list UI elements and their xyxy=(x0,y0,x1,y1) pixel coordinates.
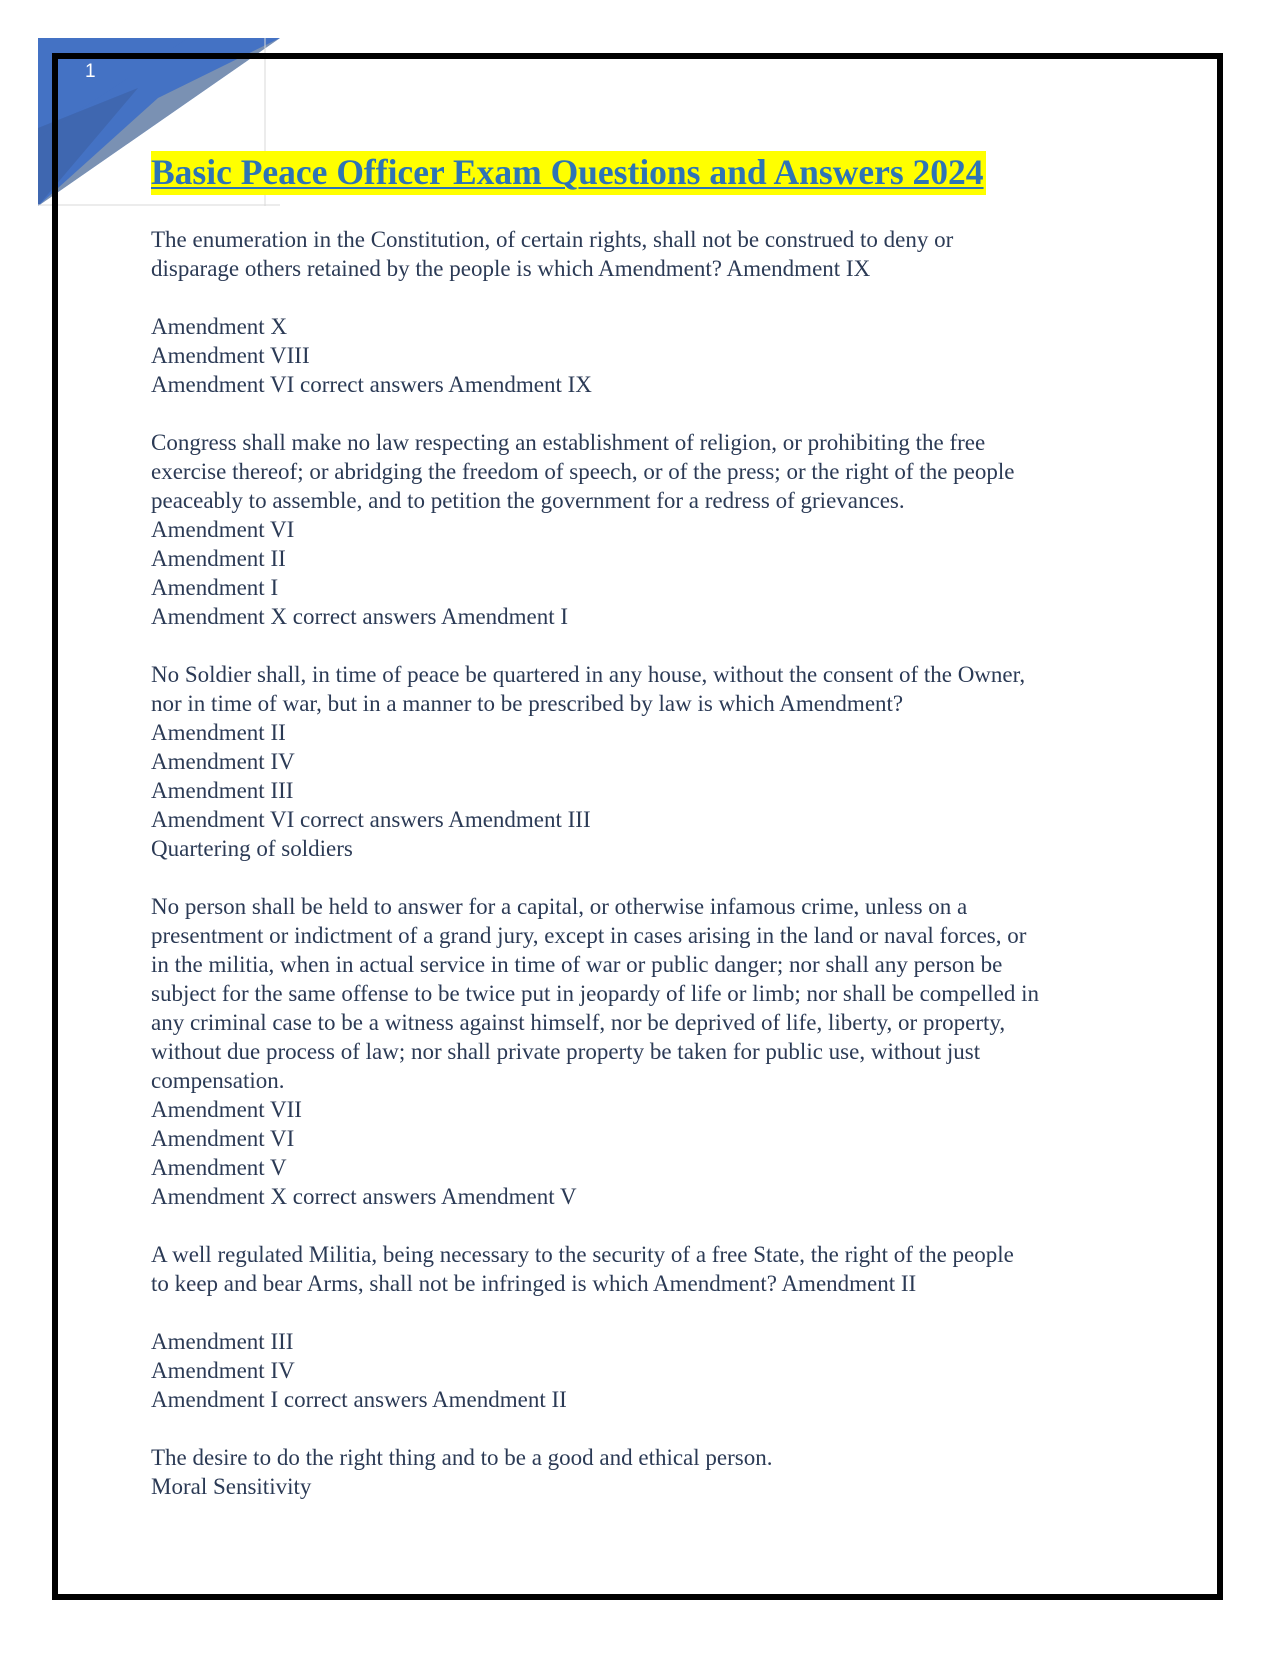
question-text-line: exercise thereof; or abridging the freedom of speech, or of the press; or the right of the people xyxy=(151,459,1015,484)
answer-option: Amendment III xyxy=(151,1329,294,1354)
answer-option: Amendment VI correct answers Amendment IX xyxy=(151,372,592,397)
question-block-2 xyxy=(151,428,1141,631)
question-text-line: Congress shall make no law respecting an establishment of religion, or prohibiting the free xyxy=(151,430,986,455)
question-text-line: A well regulated Militia, being necessary to the security of a free State, the right of the people xyxy=(151,1242,1014,1267)
answer-option: Amendment VI xyxy=(151,517,295,542)
answer-option: Amendment VI correct answers Amendment III xyxy=(151,807,591,832)
question-text-line: to keep and bear Arms, shall not be infringed is which Amendment? Amendment II xyxy=(151,1271,917,1296)
question-block-4 xyxy=(151,892,1141,1211)
answer-option: Quartering of soldiers xyxy=(151,836,353,861)
answer-option: Amendment III xyxy=(151,778,294,803)
question-text-line: No person shall be held to answer for a capital, or otherwise infamous crime, unless on a xyxy=(151,894,968,919)
question-text-line: The desire to do the right thing and to be a good and ethical person. xyxy=(151,1445,773,1470)
question-text-line: any criminal case to be a witness against himself, nor be deprived of life, liberty, or property, xyxy=(151,1010,1006,1035)
answer-option: Amendment I xyxy=(151,575,279,600)
question-block-5 xyxy=(151,1240,1141,1414)
question-text-line: The enumeration in the Constitution, of certain rights, shall not be construed to deny or xyxy=(151,227,954,252)
question-text-line: without due process of law; nor shall private property be taken for public use, without just xyxy=(151,1039,981,1064)
answer-option: Amendment X correct answers Amendment V xyxy=(151,1184,577,1209)
question-block-6 xyxy=(151,1443,1141,1501)
question-text-line: compensation. xyxy=(151,1068,285,1093)
question-text-line: No Soldier shall, in time of peace be quartered in any house, without the consent of the Owner, xyxy=(151,662,1026,687)
answer-option: Amendment II xyxy=(151,720,286,745)
question-block-3 xyxy=(151,660,1141,863)
question-text-line: nor in time of war, but in a manner to be prescribed by law is which Amendment? xyxy=(151,691,904,716)
question-text-line: disparage others retained by the people is which Amendment? Amendment IX xyxy=(151,256,871,281)
question-text-line: peaceably to assemble, and to petition the government for a redress of grievances. xyxy=(151,488,905,513)
question-text-line: in the militia, when in actual service in time of war or public danger; nor shall any person be xyxy=(151,952,1003,977)
question-text-line: subject for the same offense to be twice put in jeopardy of life or limb; nor shall be compelled in xyxy=(151,981,1040,1006)
answer-option: Amendment IV xyxy=(151,1358,295,1383)
question-text-line: presentment or indictment of a grand jury, except in cases arising in the land or naval forces, or xyxy=(151,923,1027,948)
answer-option: Amendment X xyxy=(151,314,288,339)
document-title: Basic Peace Officer Exam Questions and Answers 2024 xyxy=(151,151,986,195)
answer-option: Amendment II xyxy=(151,546,286,571)
answer-option: Amendment X correct answers Amendment I xyxy=(151,604,569,629)
answer-text-line: Moral Sensitivity xyxy=(151,1474,312,1499)
document-body xyxy=(151,225,1141,1530)
answer-option: Amendment VII xyxy=(151,1097,302,1122)
answer-option: Amendment VI xyxy=(151,1126,295,1151)
answer-option: Amendment V xyxy=(151,1155,287,1180)
page-number: 1 xyxy=(85,61,96,82)
answer-option: Amendment I correct answers Amendment II xyxy=(151,1387,567,1412)
answer-option: Amendment VIII xyxy=(151,343,310,368)
answer-option: Amendment IV xyxy=(151,749,295,774)
question-block-1 xyxy=(151,225,1141,399)
